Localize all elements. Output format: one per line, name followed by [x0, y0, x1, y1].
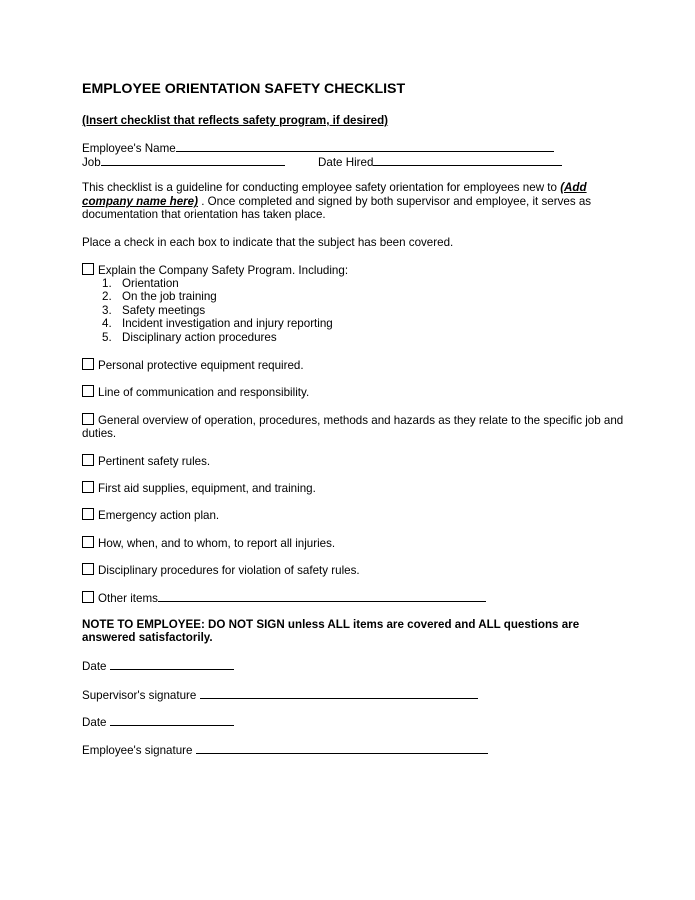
intro-text: This checklist is a guideline for conducting employee safety orientation for employees new to: [82, 181, 561, 194]
intro-line-1: [82, 181, 587, 195]
other-items-blank[interactable]: [158, 590, 486, 602]
date-hired-blank[interactable]: [373, 154, 562, 166]
checklist-item: [82, 385, 309, 400]
list-text: Orientation: [122, 277, 179, 290]
employee-signature-field: [82, 742, 488, 758]
checkbox[interactable]: [82, 508, 94, 520]
checklist-label: Explain the Company Safety Program. Including:: [98, 264, 349, 277]
list-text: Disciplinary action procedures: [122, 331, 277, 344]
instruction: Place a check in each box to indicate that the subject has been covered.: [82, 236, 454, 249]
job-blank[interactable]: [101, 154, 285, 166]
checkbox[interactable]: [82, 358, 94, 370]
checklist-label: Other items: [98, 592, 158, 605]
date-field-2: [82, 714, 234, 730]
list-number: 5.: [102, 331, 112, 344]
list-text: On the job training: [122, 290, 217, 303]
checklist-item: [82, 481, 316, 496]
date-label: Date: [82, 660, 107, 673]
note-line-2: answered satisfactorily.: [82, 631, 213, 644]
date-blank[interactable]: [110, 658, 234, 670]
document-subtitle: (Insert checklist that reflects safety program, if desired): [82, 114, 389, 127]
list-number: 4.: [102, 317, 112, 330]
checklist-label: Emergency action plan.: [98, 509, 220, 522]
checklist-label: How, when, and to whom, to report all injuries.: [98, 537, 336, 550]
intro-line-3: documentation that orientation has taken place.: [82, 208, 326, 221]
checkbox[interactable]: [82, 536, 94, 548]
checklist-label: First aid supplies, equipment, and training.: [98, 482, 316, 495]
list-text: Safety meetings: [122, 304, 206, 317]
list-number: 3.: [102, 304, 112, 317]
checklist-item: [82, 590, 486, 606]
list-text: Incident investigation and injury reporting: [122, 317, 333, 330]
checklist-label-continued: duties.: [82, 427, 117, 440]
company-placeholder: company name here): [82, 195, 198, 208]
employee-name-blank[interactable]: [176, 140, 554, 152]
supervisor-signature-field: [82, 687, 478, 703]
date-field-1: [82, 658, 234, 674]
checkbox[interactable]: [82, 454, 94, 466]
employee-name-label: Employee's Name: [82, 142, 176, 155]
checklist-item: [82, 563, 360, 578]
date-label: Date: [82, 716, 107, 729]
checklist-item: [82, 454, 210, 469]
checklist-label: Disciplinary procedures for violation of safety rules.: [98, 564, 360, 577]
job-label: Job: [82, 156, 101, 169]
date-blank[interactable]: [110, 714, 234, 726]
checklist-item: [82, 413, 623, 428]
list-number: 2.: [102, 290, 112, 303]
checklist-item: [82, 358, 304, 373]
intro-line-2: [82, 195, 591, 209]
checklist-item: [82, 263, 348, 278]
checklist-item: [82, 536, 335, 551]
employee-signature-blank[interactable]: [196, 742, 488, 754]
company-placeholder: (Add: [560, 181, 587, 194]
employee-signature-label: Employee's signature: [82, 744, 193, 757]
checkbox[interactable]: [82, 263, 94, 275]
date-hired-label: Date Hired: [318, 156, 374, 169]
note-line-1: NOTE TO EMPLOYEE: DO NOT SIGN unless ALL items are covered and ALL questions are: [82, 618, 580, 631]
supervisor-signature-label: Supervisor's signature: [82, 689, 197, 702]
checklist-label: General overview of operation, procedures, methods and hazards as they relate to the specific job and: [98, 414, 624, 427]
checkbox[interactable]: [82, 591, 94, 603]
intro-text: . Once completed and signed by both supervisor and employee, it serves as: [197, 195, 592, 208]
job-field: [82, 154, 285, 170]
checkbox[interactable]: [82, 385, 94, 397]
checklist-label: Personal protective equipment required.: [98, 359, 304, 372]
checklist-item: [82, 508, 219, 523]
checkbox[interactable]: [82, 481, 94, 493]
checkbox[interactable]: [82, 413, 94, 425]
checklist-label: Line of communication and responsibility.: [98, 386, 310, 399]
supervisor-signature-blank[interactable]: [200, 687, 478, 699]
document-title: EMPLOYEE ORIENTATION SAFETY CHECKLIST: [82, 81, 406, 97]
list-number: 1.: [102, 277, 112, 290]
checkbox[interactable]: [82, 563, 94, 575]
date-hired-field: [318, 154, 562, 170]
checklist-label: Pertinent safety rules.: [98, 455, 211, 468]
